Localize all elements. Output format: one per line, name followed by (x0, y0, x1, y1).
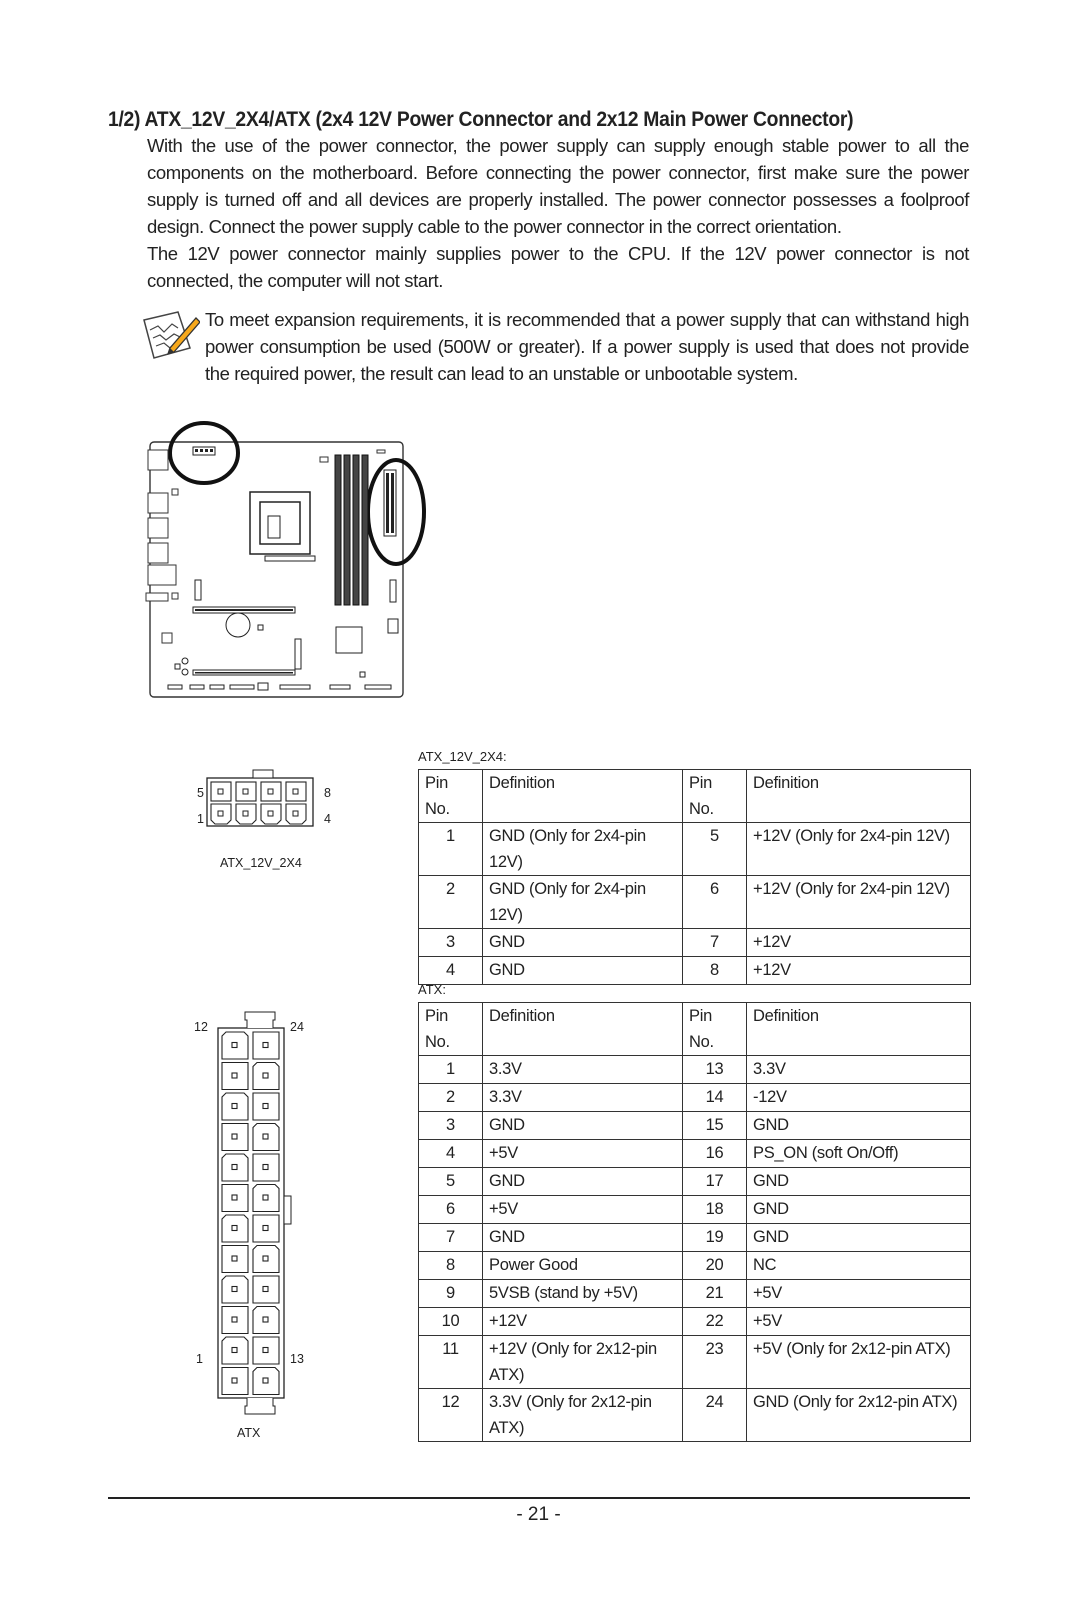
atx-pin-label-13: 13 (290, 1352, 304, 1366)
atx-pin-contact (263, 1104, 268, 1109)
pin-number-cell: 22 (683, 1308, 747, 1336)
header-cell: Pin No. (419, 1003, 483, 1056)
definition-cell: GND (483, 1168, 683, 1196)
atx-pin-contact (263, 1317, 268, 1322)
definition-cell: +5V (483, 1140, 683, 1168)
section-heading: 1/2) ATX_12V_2X4/ATX (2x4 12V Power Connector and 2x12 Main Power Connector) (108, 108, 854, 131)
atx-pin-contact (263, 1287, 268, 1292)
atx-pin-contact (263, 1256, 268, 1261)
atx12v-pin-label-8: 8 (324, 786, 331, 800)
definition-cell: PS_ON (soft On/Off) (747, 1140, 971, 1168)
pin-number-cell: 5 (419, 1168, 483, 1196)
pin-number-cell: 3 (419, 1112, 483, 1140)
table-row (419, 823, 971, 876)
table-row (419, 1252, 971, 1280)
header-cell: Pin No. (683, 770, 747, 823)
definition-cell: GND (483, 929, 683, 957)
pin-number-cell: 11 (419, 1336, 483, 1389)
atx-pin-contact (232, 1104, 237, 1109)
table-row (419, 929, 971, 957)
header-cell: Definition (483, 770, 683, 823)
definition-cell: GND (483, 1112, 683, 1140)
atx-pin-contact (263, 1226, 268, 1231)
atx-pin-contact (232, 1073, 237, 1078)
definition-cell: +12V (Only for 2x4-pin 12V) (747, 876, 971, 929)
pin-number-cell: 9 (419, 1280, 483, 1308)
atx-pin-contact (232, 1195, 237, 1200)
table-row (419, 1336, 971, 1389)
atx12v-pin-label-1: 1 (197, 812, 204, 826)
atx-pin-contact (232, 1348, 237, 1353)
atx-pin-contact (263, 1378, 268, 1383)
definition-cell: Power Good (483, 1252, 683, 1280)
definition-cell: NC (747, 1252, 971, 1280)
pencil-note-icon (138, 308, 200, 364)
table-row (419, 1056, 971, 1084)
cpu-power-paragraph: The 12V power connector mainly supplies power to the CPU. If the 12V power connector is not connected, the computer will not start. (147, 243, 969, 291)
atx-pin-table (418, 1002, 971, 1442)
atx-pin-contact (232, 1226, 237, 1231)
header-cell: Definition (747, 770, 971, 823)
pin-number-cell: 19 (683, 1224, 747, 1252)
atx-pin-contact (232, 1287, 237, 1292)
pin-number-cell: 16 (683, 1140, 747, 1168)
table-row (419, 1280, 971, 1308)
pin-number-cell: 1 (419, 1056, 483, 1084)
pin-number-cell: 6 (683, 876, 747, 929)
atx-pin-contact (232, 1317, 237, 1322)
pin-number-cell: 1 (419, 823, 483, 876)
atx-pin-contact (232, 1165, 237, 1170)
atx-caption: ATX: (418, 982, 446, 997)
atx12v-pin-diagram (195, 768, 335, 830)
atx12v-pin-table (418, 769, 971, 985)
pin-number-cell: 7 (683, 929, 747, 957)
header-cell: Pin No. (419, 770, 483, 823)
definition-cell: +5V (483, 1196, 683, 1224)
definition-cell: GND (483, 957, 683, 985)
pin-number-cell: 17 (683, 1168, 747, 1196)
table-row (419, 1389, 971, 1442)
definition-cell: GND (747, 1224, 971, 1252)
definition-cell: GND (Only for 2x12-pin ATX) (747, 1389, 971, 1442)
atx12v-pin-label-5: 5 (197, 786, 204, 800)
footer-rule (108, 1497, 970, 1499)
atx-pin-label-1: 1 (196, 1352, 203, 1366)
definition-cell: +12V (747, 957, 971, 985)
pin-number-cell: 10 (419, 1308, 483, 1336)
atx-diagram-label: ATX (237, 1426, 261, 1440)
atx-pin-contact (263, 1043, 268, 1048)
pin-number-cell: 4 (419, 957, 483, 985)
atx12v-pin-label-4: 4 (324, 812, 331, 826)
pin-number-cell: 3 (419, 929, 483, 957)
header-cell: Pin No. (683, 1003, 747, 1056)
pin-number-cell: 2 (419, 876, 483, 929)
definition-cell: GND (747, 1168, 971, 1196)
atx-pin-contact (232, 1378, 237, 1383)
pin-number-cell: 4 (419, 1140, 483, 1168)
definition-cell: +5V (Only for 2x12-pin ATX) (747, 1336, 971, 1389)
definition-cell: GND (747, 1112, 971, 1140)
atx-pin-contact (232, 1043, 237, 1048)
definition-cell: GND (747, 1196, 971, 1224)
atx-pin-contact (232, 1134, 237, 1139)
definition-cell: -12V (747, 1084, 971, 1112)
table-row (419, 1196, 971, 1224)
table-row (419, 1140, 971, 1168)
pin-number-cell: 12 (419, 1389, 483, 1442)
motherboard-layout-diagram (140, 415, 440, 715)
pin-number-cell: 13 (683, 1056, 747, 1084)
pin-number-cell: 24 (683, 1389, 747, 1442)
table-row (419, 957, 971, 985)
atx-pin-label-24: 24 (290, 1020, 304, 1034)
definition-cell: +12V (Only for 2x12-pin ATX) (483, 1336, 683, 1389)
pin-number-cell: 8 (419, 1252, 483, 1280)
definition-cell: 3.3V (747, 1056, 971, 1084)
atx12v-caption: ATX_12V_2X4: (418, 749, 507, 764)
table-row (419, 1224, 971, 1252)
table-row (419, 1308, 971, 1336)
table-row (419, 1168, 971, 1196)
definition-cell: +12V (747, 929, 971, 957)
definition-cell: +5V (747, 1308, 971, 1336)
definition-cell: 3.3V (483, 1056, 683, 1084)
definition-cell: GND (Only for 2x4-pin 12V) (483, 876, 683, 929)
table-row (419, 1084, 971, 1112)
definition-cell: +5V (747, 1280, 971, 1308)
pin-number-cell: 2 (419, 1084, 483, 1112)
table-header-row (419, 770, 971, 823)
pin-number-cell: 6 (419, 1196, 483, 1224)
atx-pin-contact (263, 1073, 268, 1078)
atx-pin-contact (263, 1195, 268, 1200)
atx-pin-contact (263, 1348, 268, 1353)
header-cell: Definition (483, 1003, 683, 1056)
power-supply-note: To meet expansion requirements, it is recommended that a power supply that can withstand high power consumption be used (500W or greater). If a power supply is used that does not provide the required power, the result can lead to an unstable or unbootable system. (205, 309, 969, 384)
definition-cell: 5VSB (stand by +5V) (483, 1280, 683, 1308)
atx12v-diagram-label: ATX_12V_2X4 (220, 856, 302, 870)
page-number: - 21 - (516, 1504, 561, 1525)
pin-number-cell: 20 (683, 1252, 747, 1280)
definition-cell: GND (483, 1224, 683, 1252)
pin-number-cell: 8 (683, 957, 747, 985)
pin-number-cell: 5 (683, 823, 747, 876)
pin-number-cell: 18 (683, 1196, 747, 1224)
atx-pin-label-12: 12 (194, 1020, 208, 1034)
atx-pin-contact (232, 1256, 237, 1261)
table-row (419, 1112, 971, 1140)
atx-pin-contact (263, 1165, 268, 1170)
pin-number-cell: 21 (683, 1280, 747, 1308)
definition-cell: +12V (483, 1308, 683, 1336)
intro-paragraph: With the use of the power connector, the power supply can supply enough stable power to all the components on the motherboard. Before connecting the power connector, first make sure the power supply is turned off and all devices are properly installed. The power connector possesses a foolproof design. Connect the power supply cable to the power connector in the correct orientation. (147, 135, 969, 237)
pin-number-cell: 7 (419, 1224, 483, 1252)
definition-cell: 3.3V (Only for 2x12-pin ATX) (483, 1389, 683, 1442)
definition-cell: +12V (Only for 2x4-pin 12V) (747, 823, 971, 876)
table-row (419, 876, 971, 929)
atx-pin-contact (263, 1134, 268, 1139)
pin-number-cell: 15 (683, 1112, 747, 1140)
header-cell: Definition (747, 1003, 971, 1056)
definition-cell: 3.3V (483, 1084, 683, 1112)
table-header-row (419, 1003, 971, 1056)
definition-cell: GND (Only for 2x4-pin 12V) (483, 823, 683, 876)
pin-number-cell: 14 (683, 1084, 747, 1112)
pin-number-cell: 23 (683, 1336, 747, 1389)
